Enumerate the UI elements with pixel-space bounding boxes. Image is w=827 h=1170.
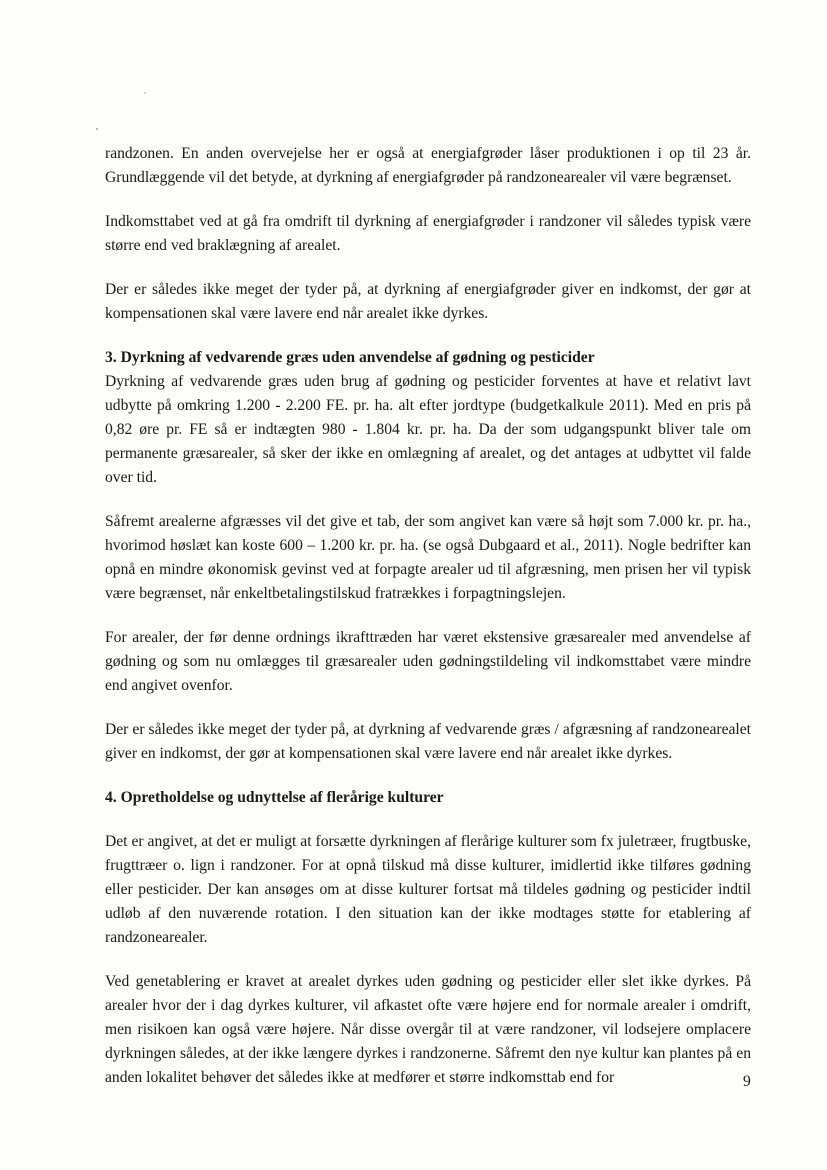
paragraph: Såfremt arealerne afgræsses vil det give et tab, der som angivet kan være så højt som 7.000 kr. pr. ha., hvorimod høslæt kan koste 600 – 1.200 kr. pr. ha. (se også Dubgaard et al., 2011). Nogle bedrifter kan opnå en mindre økonomisk gevinst ved at forpagte arealer ud til afgræsning, men prisen her vil typisk være begrænset, når enkeltbetalingstilskud fratrækkes i forpagtningslejen.: [105, 513, 751, 602]
paragraph: Dyrkning af vedvarende græs uden brug af gødning og pesticider forventes at have et relativt lavt udbytte på omkring 1.200 - 2.200 FE. pr. ha. alt efter jordtype (budgetkalkule 2011). Med en pris på 0,82 øre pr. FE så er indtægten 980 - 1.804 kr. pr. ha. Da der som udgangspunkt bliver tale om permanente græsarealer, så sker der ikke en omlægning af arealet, og det antages at udbyttet vil falde over tid.: [105, 373, 751, 486]
section-3: [105, 346, 751, 490]
section-heading: 3. Dyrkning af vedvarende græs uden anvendelse af gødning og pesticider: [105, 349, 595, 366]
document-body: [105, 142, 751, 1090]
paragraph: Indkomsttabet ved at gå fra omdrift til dyrkning af energiafgrøder i randzoner vil således typisk være større end ved braklægning af arealet.: [105, 213, 751, 254]
paragraph: For arealer, der før denne ordnings ikrafttræden har været ekstensive græsarealer med anvendelse af gødning og som nu omlægges til græsarealer uden gødningstildeling vil indkomsttabet være mindre end angivet ovenfor.: [105, 629, 751, 694]
paragraph: Ved genetablering er kravet at arealet dyrkes uden gødning og pesticider eller slet ikke dyrkes. På arealer hvor der i dag dyrkes kulturer, vil afkastet ofte være højere end for normale arealer i omdrift, men risikoen kan også være højere. Når disse overgår til at være randzoner, vil lodsejere omplacere dyrkningen således, at der ikke længere dyrkes i randzonerne. Såfremt den nye kultur kan plantes på en anden lokalitet behøver det således ikke at medfører et større indkomsttab end for: [105, 973, 751, 1086]
paragraph: Der er således ikke meget der tyder på, at dyrkning af energiafgrøder giver en indkomst, der gør at kompensationen skal være lavere end når arealet ikke dyrkes.: [105, 281, 751, 322]
scan-speck: [144, 92, 146, 94]
paragraph: Der er således ikke meget der tyder på, at dyrkning af vedvarende græs / afgræsning af randzonearealet giver en indkomst, der gør at kompensationen skal være lavere end når arealet ikke dyrkes.: [105, 721, 751, 762]
scan-speck: [96, 128, 98, 130]
section-heading: 4. Opretholdelse og udnyttelse af flerårige kulturer: [105, 789, 444, 806]
paragraph: Det er angivet, at det er muligt at forsætte dyrkningen af flerårige kulturer som fx juletræer, frugtbuske, frugttræer o. lign i randzoner. For at opnå tilskud må disse kulturer, imidlertid ikke tilføres gødning eller pesticider. Der kan ansøges om at disse kulturer fortsat må tildeles gødning og pesticider indtil udløb af den nuværende rotation. I den situation kan der ikke modtages støtte for etablering af randzonearealer.: [105, 833, 751, 946]
paragraph: randzonen. En anden overvejelse her er også at energiafgrøder låser produktionen i op til 23 år. Grundlæggende vil det betyde, at dyrkning af energiafgrøder på randzonearealer vil være begrænset.: [105, 145, 751, 186]
page-number: 9: [743, 1073, 751, 1090]
